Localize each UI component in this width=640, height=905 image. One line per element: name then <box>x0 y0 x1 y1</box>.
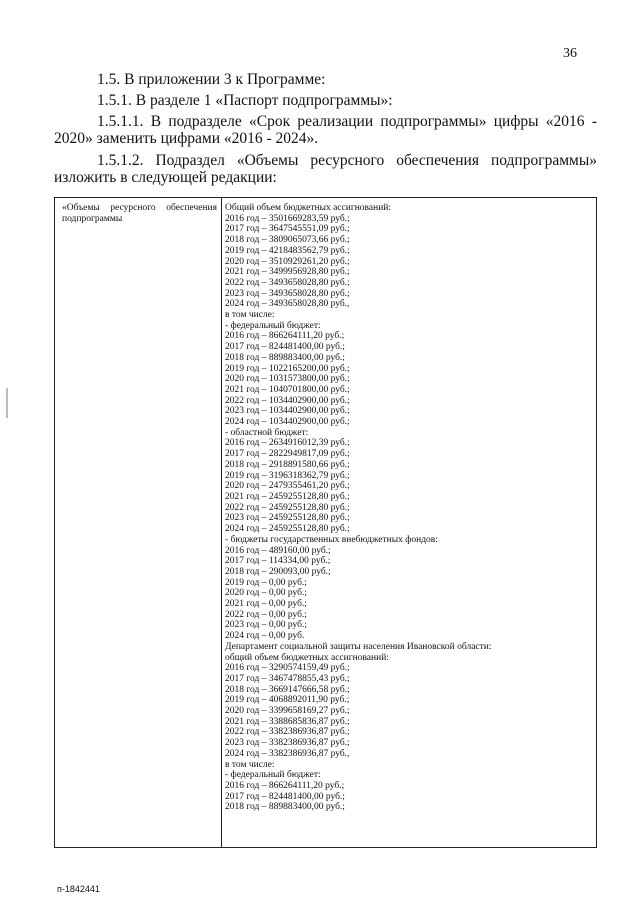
table-line: 2016 год – 489160,00 руб.; <box>225 545 331 556</box>
table-line: 2019 год – 3196318362,79 руб.; <box>225 470 350 481</box>
table-line: 2019 год – 1022165200,00 руб.; <box>225 363 350 374</box>
table-line: 2020 год – 3510929261,20 руб.; <box>225 256 350 267</box>
table-line: 2021 год – 0,00 руб.; <box>225 599 307 610</box>
table-line: 2023 год – 1034402900,00 руб.; <box>225 406 350 417</box>
scan-edge-mark <box>6 388 8 418</box>
table-line: 2021 год – 1040701800,00 руб.; <box>225 384 350 395</box>
table-line: 2016 год – 866264111,20 руб.; <box>225 331 345 342</box>
table-line: 2018 год – 889883400,00 руб.; <box>225 802 345 813</box>
table-line: 2023 год – 3493658028,80 руб.; <box>225 288 350 299</box>
table-line: 2022 год – 3382386936,87 руб.; <box>225 727 350 738</box>
table-line: 2019 год – 0,00 руб.; <box>225 577 307 588</box>
table-line: в том числе: <box>225 310 275 321</box>
paragraph-1-5-1-1-line1: 1.5.1.1. В подразделе «Срок реализации подпрограммы» цифры «2016 - <box>97 113 597 130</box>
table-line: 2023 год – 3382386936,87 руб.; <box>225 738 350 749</box>
paragraph-1-5: 1.5. В приложении 3 к Программе: <box>97 71 326 88</box>
table-line: - федеральный бюджет: <box>225 770 321 781</box>
table-line: 2020 год – 3399658169,27 руб.; <box>225 706 350 717</box>
table-line: 2024 год – 0,00 руб. <box>225 631 305 642</box>
table-line: 2017 год – 2822949817,09 руб.; <box>225 449 350 460</box>
table-line: 2022 год – 0,00 руб.; <box>225 609 307 620</box>
table-line: 2016 год – 866264111,20 руб.; <box>225 780 345 791</box>
table-line: 2017 год – 824481400,00 руб.; <box>225 791 345 802</box>
table-line: 2018 год – 3809065073,66 руб.; <box>225 235 350 246</box>
table-column-divider <box>221 198 222 847</box>
table-line: 2022 год – 1034402900,00 руб.; <box>225 395 350 406</box>
table-line: 2019 год – 4068892011,90 руб.; <box>225 695 350 706</box>
table-line: общий объем бюджетных ассигнований: <box>225 652 389 663</box>
table-line: 2016 год – 2634916012,39 руб.; <box>225 438 350 449</box>
table-line: 2018 год – 290093,00 руб.; <box>225 566 331 577</box>
footer-code: п-1842441 <box>57 884 100 894</box>
table-line: - областной бюджет: <box>225 427 309 438</box>
table-line: 2017 год – 3647545551,09 руб.; <box>225 224 350 235</box>
table-line: 2024 год – 3493658028,80 руб., <box>225 299 350 310</box>
table-line: 2024 год – 1034402900,00 руб.; <box>225 417 350 428</box>
table-line: 2017 год – 3467478855,43 руб.; <box>225 673 350 684</box>
table-line: Общий объем бюджетных ассигнований: <box>225 203 392 213</box>
resource-table <box>54 197 597 848</box>
table-line: 2021 год – 2459255128,80 руб.; <box>225 491 350 502</box>
table-line: 2022 год – 3493658028,80 руб.; <box>225 277 350 288</box>
table-line: в том числе: <box>225 759 275 770</box>
table-line: 2022 год – 2459255128,80 руб.; <box>225 502 350 513</box>
table-line: 2016 год – 3501669283,59 руб.; <box>225 213 350 224</box>
table-line: 2018 год – 3669147666,58 руб.; <box>225 684 350 695</box>
table-line: 2023 год – 0,00 руб.; <box>225 620 307 631</box>
table-line: 2016 год – 3290574159,49 руб.; <box>225 663 350 674</box>
table-line: 2019 год – 4218483562,79 руб.; <box>225 245 350 256</box>
table-line: Департамент социальной защиты населения Ивановской области: <box>225 641 492 652</box>
table-line: 2021 год – 3499956928,80 руб.; <box>225 267 350 278</box>
table-line: 2018 год – 889883400,00 руб.; <box>225 352 345 363</box>
table-line: 2020 год – 1031573800,00 руб.; <box>225 374 350 385</box>
table-line: 2020 год – 0,00 руб.; <box>225 588 307 599</box>
table-right-cell <box>225 203 593 813</box>
table-line: 2021 год – 3388685836,87 руб.; <box>225 716 350 727</box>
table-line: 2018 год – 2918891580,66 руб.; <box>225 459 350 470</box>
page-number: 36 <box>563 46 577 61</box>
table-line: 2017 год – 824481400,00 руб.; <box>225 342 345 353</box>
table-line: 2020 год – 2479355461,20 руб.; <box>225 481 350 492</box>
table-line: 2024 год – 2459255128,80 руб.; <box>225 524 350 535</box>
table-line: - федеральный бюджет: <box>225 320 321 331</box>
table-line: 2024 год – 3382386936,87 руб., <box>225 748 350 759</box>
paragraph-1-5-1-1-line2: 2020» заменить цифрами «2016 - 2024». <box>54 130 319 147</box>
table-line: 2023 год – 2459255128,80 руб.; <box>225 513 350 524</box>
paragraph-1-5-1-2-line1: 1.5.1.2. Подраздел «Объемы ресурсного обеспечения подпрограммы» <box>97 152 597 169</box>
table-line: - бюджеты государственных внебюджетных фондов: <box>225 534 438 545</box>
table-line: 2017 год – 114334,00 руб.; <box>225 556 331 567</box>
paragraph-1-5-1: 1.5.1. В разделе 1 «Паспорт подпрограммы»: <box>97 92 393 109</box>
paragraph-1-5-1-2-line2: изложить в следующей редакции: <box>54 169 277 186</box>
table-left-label: «Объемы ресурсного обеспечения подпрограммы <box>62 203 217 224</box>
